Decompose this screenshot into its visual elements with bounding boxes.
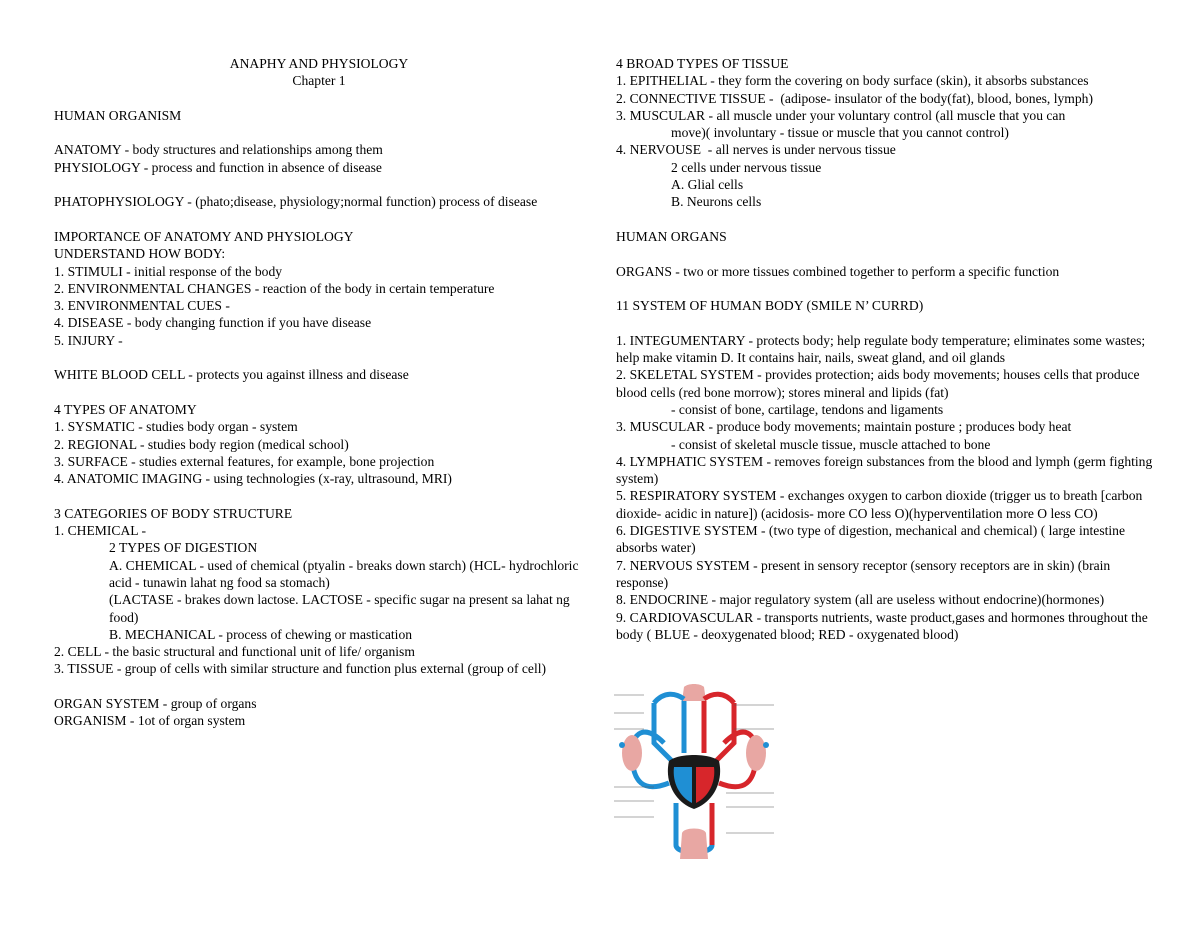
list-item: 1. INTEGUMENTARY - protects body; help regulate body temperature; eliminates some wastes; help make vitamin D. It contains hair, nails, sweat gland, and oil glands: [616, 332, 1146, 366]
sub-item: - consist of skeletal muscle tissue, muscle attached to bone: [671, 436, 991, 452]
sub-item: 2 cells under nervous tissue: [671, 159, 822, 175]
list-item: 2. CELL - the basic structural and functional unit of life/ organism: [54, 644, 415, 660]
sub-item: A. Glial cells: [671, 177, 744, 193]
heading-human-organism: HUMAN ORGANISM: [54, 107, 182, 123]
list-item: 4. ANATOMIC IMAGING - using technologies (x-ray, ultrasound, MRI): [54, 471, 452, 487]
heading-categories: 3 CATEGORIES OF BODY STRUCTURE: [54, 505, 293, 521]
list-item: 3. TISSUE - group of cells with similar structure and function plus external (group of cell): [54, 661, 547, 677]
sub-item: - consist of bone, cartilage, tendons and ligaments: [671, 401, 944, 417]
chapter-label: Chapter 1: [292, 73, 346, 89]
pathophysiology-definition: PHATOPHYSIOLOGY - (phato;disease, physiology;normal function) process of disease: [54, 194, 538, 210]
heading-body-systems: 11 SYSTEM OF HUMAN BODY (SMILE N’ CURRD): [616, 298, 924, 314]
list-item: 1. STIMULI - initial response of the body: [54, 263, 283, 279]
list-item: 3. MUSCULAR - produce body movements; maintain posture ; produces body heat: [616, 419, 1072, 435]
document-title: ANAPHY AND PHYSIOLOGY: [229, 56, 409, 71]
list-item: 2. SKELETAL SYSTEM - provides protection; aids body movements; houses cells that produce blood cells (red bone morrow); stores mineral and lipids (fat): [616, 367, 1140, 400]
lung-left-icon: [622, 735, 642, 771]
list-item: 4. DISEASE - body changing function if you have disease: [54, 315, 372, 331]
list-item: 1. SYSMATIC - studies body organ - system: [54, 419, 298, 435]
digestion-lactase: (LACTASE - brakes down lactose. LACTOSE - specific sugar na present sa lahat ng food): [109, 592, 570, 625]
list-item: 8. ENDOCRINE - major regulatory system (all are useless without endocrine)(hormones): [616, 592, 1105, 608]
head-capillary-icon: [682, 684, 706, 701]
organ-system-definition: ORGAN SYSTEM - group of organs: [54, 695, 257, 711]
list-item: 7. NERVOUS SYSTEM - present in sensory receptor (sensory receptors are in skin) (brain response): [616, 557, 1111, 590]
organs-definition: ORGANS - two or more tissues combined together to perform a specific function: [616, 263, 1060, 279]
list-item: 3. MUSCULAR - all muscle under your voluntary control (all muscle that you can: [616, 107, 1066, 123]
list-item: 1. EPITHELIAL - they form the covering on body surface (skin), it absorbs substances: [616, 73, 1089, 89]
list-item: 6. DIGESTIVE SYSTEM - (two type of digestion, mechanical and chemical) ( large intestine absorbs water): [616, 523, 1126, 556]
understand-label: UNDERSTAND HOW BODY:: [54, 246, 226, 262]
list-item: 2. REGIONAL - studies body region (medical school): [54, 436, 349, 452]
circulatory-diagram: [614, 683, 774, 859]
heading-digestion: 2 TYPES OF DIGESTION: [109, 540, 258, 556]
physiology-definition: PHYSIOLOGY - process and function in absence of disease: [54, 159, 382, 175]
right-column: [616, 55, 1161, 643]
list-item: 9. CARDIOVASCULAR - transports nutrients, waste product,gases and hormones throughout the body ( BLUE - deoxygenated blood; RED - oxygenated blood): [616, 609, 1148, 642]
list-item: 3. SURFACE - studies external features, for example, bone projection: [54, 453, 435, 469]
heading-tissue-types: 4 BROAD TYPES OF TISSUE: [616, 56, 789, 71]
circulatory-diagram-image: [614, 683, 774, 859]
list-item: 5. RESPIRATORY SYSTEM - exchanges oxygen to carbon dioxide (trigger us to breath [carbon dioxide- acidic in nature]) (acidosis- more CO less O)(hyperventilation more O less CO): [616, 488, 1143, 521]
list-item-continued: move)( involuntary - tissue or muscle that you cannot control): [671, 125, 1009, 141]
lung-right-icon: [746, 735, 766, 771]
left-column: [54, 55, 584, 730]
list-item: 3. ENVIRONMENTAL CUES -: [54, 298, 230, 314]
list-item: 4. NERVOUSE - all nerves is under nervous tissue: [616, 142, 896, 158]
heading-importance: IMPORTANCE OF ANATOMY AND PHYSIOLOGY: [54, 228, 354, 244]
list-item: 4. LYMPHATIC SYSTEM - removes foreign substances from the blood and lymph (germ fighting system): [616, 453, 1153, 487]
anatomy-definition: ANATOMY - body structures and relationships among them: [54, 142, 383, 158]
list-item: 5. INJURY -: [54, 332, 123, 348]
list-item: 2. CONNECTIVE TISSUE - (adipose- insulator of the body(fat), blood, bones, lymph): [616, 90, 1093, 106]
heading-human-organs: HUMAN ORGANS: [616, 228, 727, 244]
list-item: 2. ENVIRONMENTAL CHANGES - reaction of the body in certain temperature: [54, 280, 495, 296]
marker-icon: [619, 742, 625, 748]
heading-types-of-anatomy: 4 TYPES OF ANATOMY: [54, 401, 197, 417]
organism-definition: ORGANISM - 1ot of organ system: [54, 713, 246, 729]
digestion-mechanical: B. MECHANICAL - process of chewing or mastication: [109, 626, 413, 642]
sub-item: B. Neurons cells: [671, 194, 762, 210]
lower-body-capillary-icon: [680, 829, 708, 860]
wbc-definition: WHITE BLOOD CELL - protects you against illness and disease: [54, 367, 409, 383]
marker-icon: [763, 742, 769, 748]
digestion-chemical: A. CHEMICAL - used of chemical (ptyalin - breaks down starch) (HCL- hydrochloric acid - tunawin lahat ng food sa stomach): [109, 557, 579, 590]
list-item: 1. CHEMICAL -: [54, 523, 147, 539]
